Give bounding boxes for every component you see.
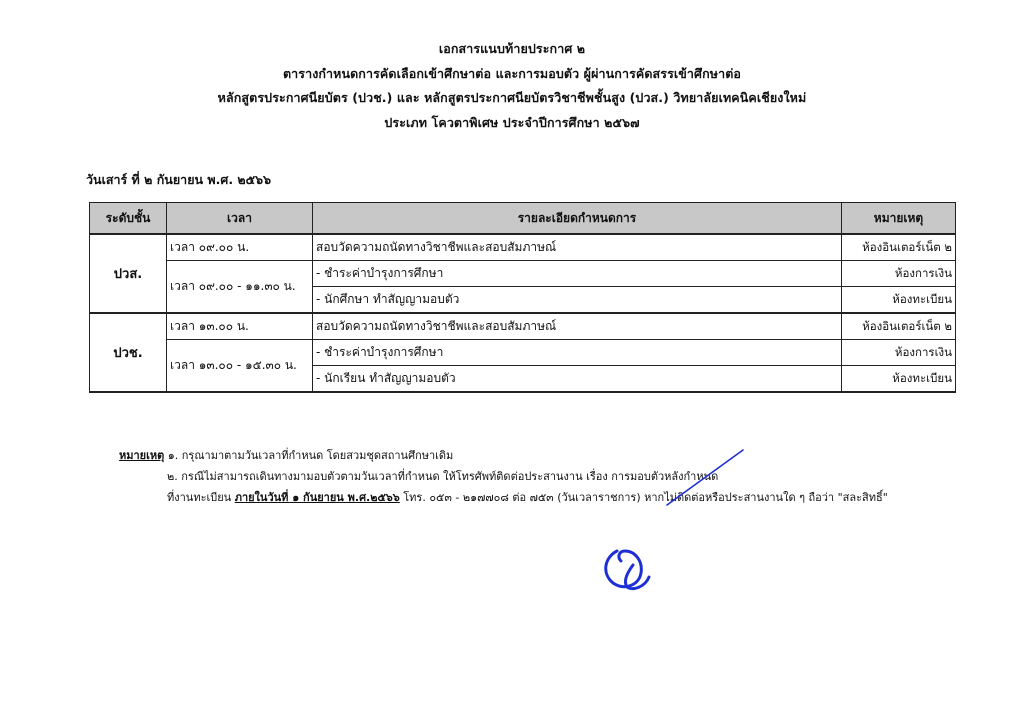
detail-cell: - นักเรียน ทำสัญญามอบตัว [313,366,842,393]
time-cell: เวลา ๑๓.๐๐ น. [167,313,313,340]
level-cell: ปวช. [90,313,167,392]
schedule-table [89,202,956,393]
remark-item-3-prefix: ที่งานทะเบียน [167,491,235,504]
column-header-time: เวลา [167,203,313,235]
remark-line-1 [119,445,888,466]
detail-cell: - ชำระค่าบำรุงการศึกษา [313,340,842,366]
table-row [90,261,956,287]
time-cell: เวลา ๑๓.๐๐ - ๑๕.๓๐ น. [167,340,313,393]
document-header [0,37,1024,135]
detail-cell: สอบวัดความถนัดทางวิชาชีพและสอบสัมภาษณ์ [313,234,842,261]
column-header-note: หมายเหตุ [842,203,956,235]
note-cell: ห้องทะเบียน [842,287,956,314]
detail-cell: - ชำระค่าบำรุงการศึกษา [313,261,842,287]
time-cell: เวลา ๐๙.๐๐ น. [167,234,313,261]
remarks-section [119,445,888,508]
detail-cell: - นักศึกษา ทำสัญญามอบตัว [313,287,842,314]
note-cell: ห้องอินเตอร์เน็ต ๒ [842,313,956,340]
column-header-level: ระดับชั้น [90,203,167,235]
remarks-label: หมายเหตุ [119,449,165,462]
header-line-1: เอกสารแนบท้ายประกาศ ๒ [438,41,586,56]
remark-item-3-suffix: โทร. ๐๕๓ - ๒๑๗๗๐๘ ต่อ ๗๕๓ (วันเวลาราชการ) หากไม่ติดต่อหรือประสานงานใด ๆ ถือว่า "สละสิทธิ์" [399,491,888,504]
table-row [90,313,956,340]
remark-deadline: ภายในวันที่ ๑ กันยายน พ.ศ.๒๕๖๖ [234,491,400,504]
level-cell: ปวส. [90,234,167,313]
header-line-3: หลักสูตรประกาศนียบัตร (ปวช.) และ หลักสูตรประกาศนียบัตรวิชาชีพชั้นสูง (ปวส.) วิทยาลัยเทคนิคเชียงใหม่ [217,90,807,105]
schedule-date: วันเสาร์ ที่ ๒ กันยายน พ.ศ. ๒๕๖๖ [86,172,272,187]
header-line-2: ตารางกำหนดการคัดเลือกเข้าศึกษาต่อ และการมอบตัว ผู้ผ่านการคัดสรรเข้าศึกษาต่อ [282,65,742,81]
note-cell: ห้องการเงิน [842,340,956,366]
signature-mark [575,445,755,595]
table-header-row [90,203,956,235]
note-cell: ห้องการเงิน [842,261,956,287]
header-line-4: ประเภท โควตาพิเศษ ประจำปีการศึกษา ๒๕๖๗ [384,114,640,130]
column-header-detail: รายละเอียดกำหนดการ [313,203,842,235]
note-cell: ห้องอินเตอร์เน็ต ๒ [842,234,956,261]
detail-cell: สอบวัดความถนัดทางวิชาชีพและสอบสัมภาษณ์ [313,313,842,340]
remark-item-1: ๑. กรุณามาตามวันเวลาที่กำหนด โดยสวมชุดสถานศึกษาเดิม [164,449,454,462]
remark-item-2: ๒. กรณีไม่สามารถเดินทางมามอบตัวตามวันเวลาที่กำหนด ให้โทรศัพท์ติดต่อประสานงาน เรื่อง การมอบตัวหลังกำหนด [167,470,719,483]
note-cell: ห้องทะเบียน [842,366,956,393]
remark-line-2 [119,466,888,487]
remark-line-3 [119,487,888,508]
time-cell: เวลา ๐๙.๐๐ - ๑๑.๓๐ น. [167,261,313,314]
table-row [90,340,956,366]
table-row [90,234,956,261]
